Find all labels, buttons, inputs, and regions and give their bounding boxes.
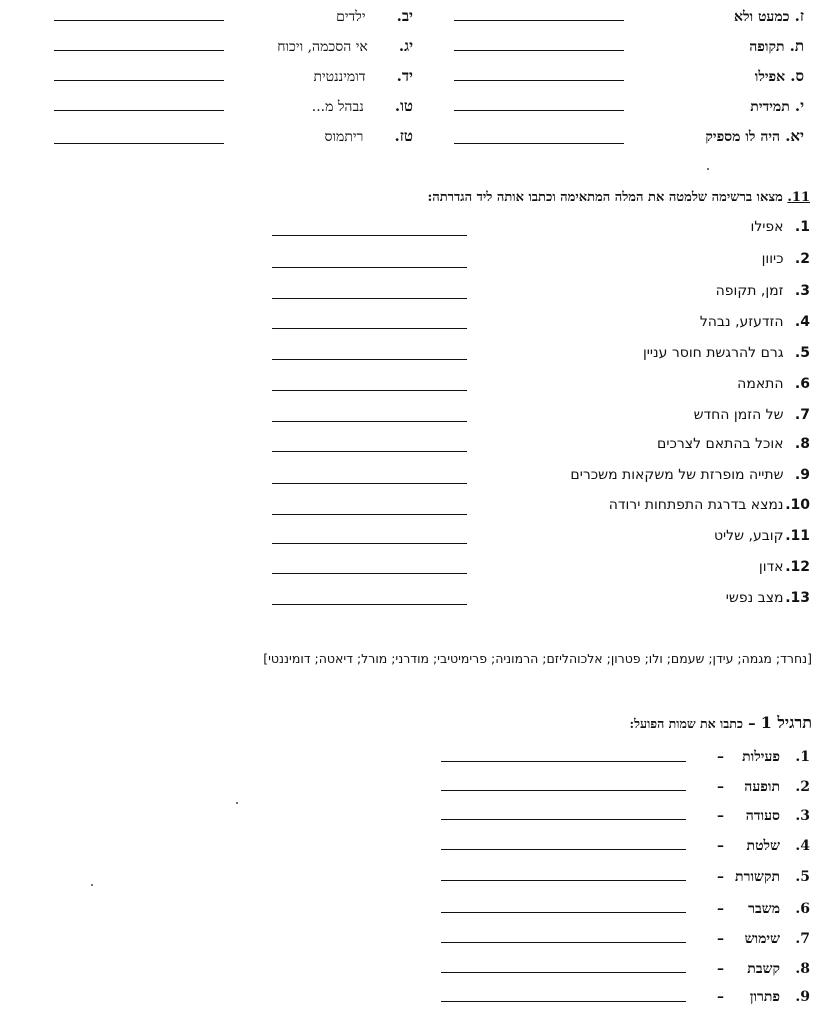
row-word: ילדים [336,9,366,25]
row-word: נבהל מ... [311,99,364,115]
answer-blank[interactable] [454,50,624,51]
stray-mark [236,802,238,804]
answer-blank[interactable] [441,942,686,943]
list-item [717,958,810,978]
item-number: 3. [794,283,810,299]
item-dash: – [717,989,724,1005]
item-dash: – [717,779,724,795]
match-row [750,96,804,116]
item-number: 2. [794,251,810,267]
list-item [700,314,810,330]
item-text: פעילות [742,749,780,765]
item-number: 10. [785,497,810,513]
row-word: דומיננטית [313,69,366,85]
answer-blank[interactable] [272,298,467,299]
match-row [705,126,804,146]
item-dash: – [717,869,724,885]
list-item [751,219,810,235]
list-item [717,898,810,918]
list-item [737,376,810,392]
row-letter: יד. [396,67,413,85]
item-text: פתרון [749,989,780,1005]
item-dash: – [717,961,724,977]
match-row [749,36,804,56]
answer-blank[interactable] [272,451,467,452]
item-number: 1. [795,749,810,765]
item-number: 2. [795,779,810,795]
stray-mark [707,168,709,170]
row-letter: י. [794,97,804,115]
row-letter: ס. [790,67,804,85]
answer-blank[interactable] [272,267,467,268]
list-item [726,590,810,606]
item-text: אוכל בהתאם לצרכים [657,436,784,452]
row-letter: ז. [794,7,804,25]
answer-blank[interactable] [454,20,624,21]
item-number: 11. [785,528,810,544]
answer-blank[interactable] [441,880,686,881]
item-text: קשבת [747,961,780,977]
answer-blank[interactable] [441,1001,686,1002]
list-item [643,345,810,361]
list-item [762,251,810,267]
list-item [694,407,810,423]
item-text: נמצא בדרגת התפתחות ירודה [608,497,784,513]
list-item [716,283,810,299]
row-letter: יג. [398,37,413,55]
answer-blank[interactable] [441,849,686,850]
list-item [717,928,810,948]
item-number: 12. [785,559,810,575]
list-item [717,805,810,825]
answer-blank[interactable] [272,359,467,360]
item-text: של הזמן החדש [693,407,784,423]
item-text: כיוון [761,251,784,267]
item-number: 6. [794,376,810,392]
exercise-title: תרגיל 1 [760,713,812,732]
item-number: 5. [794,345,810,361]
item-text: סעודה [745,808,780,824]
match-row [336,6,413,26]
list-item [717,746,810,766]
answer-blank[interactable] [441,819,686,820]
answer-blank[interactable] [272,604,467,605]
item-number: 8. [794,436,810,452]
answer-blank[interactable] [272,483,467,484]
answer-blank[interactable] [441,912,686,913]
row-letter: יב. [396,7,413,25]
answer-blank[interactable] [54,80,224,81]
item-text: שתייה מופרזת של משקאות משכרים [570,467,784,483]
item-number: 3. [795,808,810,824]
item-text: משבר [748,901,780,917]
item-dash: – [717,901,724,917]
row-letter: טו. [394,97,413,115]
item-text: הזדעזע, נבהל [699,314,784,330]
item-number: 6. [795,901,810,917]
item-text: התאמה [737,376,784,392]
exercise-instruction: מצאו ברשימה שלמטה את המלה המתאימה וכתבו אותה ליד הגדרתה: [427,190,783,205]
answer-blank[interactable] [272,390,467,391]
exercise-number: 11. [787,190,810,205]
exercise-instruction: כתבו את שמות הפועל: [629,716,744,731]
row-letter: ת. [789,37,804,55]
item-number: 8. [795,961,810,977]
item-number: 1. [794,219,810,235]
answer-blank[interactable] [272,328,467,329]
list-item [717,835,810,855]
row-word: ריתמוס [324,129,364,145]
answer-blank[interactable] [441,790,686,791]
item-text: אדון [758,559,784,575]
answer-blank[interactable] [272,573,467,574]
word-bank: [נחרד; מגמה; עידן; שעמם; ולו; פטרון; אלכוהליזם; הרמוניה; פרימיטיבי; מודרני; מורל; דיאטה; דומיננטי] [263,651,812,666]
answer-blank[interactable] [441,761,686,762]
exercise-heading [630,713,812,733]
list-item [609,497,810,513]
row-word: אי הסכמה, ויכוח [277,39,368,55]
heading-dash: – [748,714,756,732]
answer-blank[interactable] [54,110,224,111]
item-number: 9. [795,989,810,1005]
match-row [325,126,414,146]
match-row [313,66,413,86]
item-dash: – [717,749,724,765]
item-text: שלטת [746,838,780,854]
answer-blank[interactable] [441,972,686,973]
match-row [312,96,413,116]
item-number: 5. [795,869,810,885]
item-number: 7. [794,407,810,423]
list-item [717,866,810,886]
row-word: היה לו מספיק [705,129,781,145]
row-word: תמידית [750,99,790,115]
row-word: אפילו [754,69,786,85]
item-number: 4. [795,838,810,854]
item-dash: – [717,808,724,824]
row-letter: יא. [785,127,804,145]
answer-blank[interactable] [454,110,624,111]
stray-mark [91,884,93,886]
list-item [657,436,810,452]
item-text: תקשורת [735,869,780,885]
answer-blank[interactable] [272,421,467,422]
match-row [734,6,804,26]
item-text: זמן, תקופה [715,283,784,299]
match-row [277,36,413,56]
answer-blank[interactable] [54,20,224,21]
answer-blank[interactable] [54,50,224,51]
item-text: שימוש [744,931,780,947]
list-item [717,776,810,796]
list-item [714,528,810,544]
item-number: 7. [795,931,810,947]
item-dash: – [717,931,724,947]
answer-blank[interactable] [272,543,467,544]
list-item [717,986,810,1006]
item-text: גרם להרגשת חוסר עניין [642,345,784,361]
item-dash: – [717,838,724,854]
list-item [570,467,810,483]
answer-blank[interactable] [454,80,624,81]
item-text: תופעה [744,779,780,795]
item-text: קובע, שליט [713,528,784,544]
answer-blank[interactable] [272,514,467,515]
row-letter: טז. [394,127,413,145]
row-word: תקופה [749,39,785,55]
item-number: 13. [785,590,810,606]
answer-blank[interactable] [54,143,224,144]
item-number: 4. [794,314,810,330]
item-text: אפילו [750,219,784,235]
item-number: 9. [794,467,810,483]
exercise-heading [427,189,810,205]
answer-blank[interactable] [454,143,624,144]
answer-blank[interactable] [272,235,467,236]
row-word: כמעט ולא [733,9,790,25]
item-text: מצב נפשי [725,590,784,606]
list-item [759,559,810,575]
match-row [755,66,804,86]
